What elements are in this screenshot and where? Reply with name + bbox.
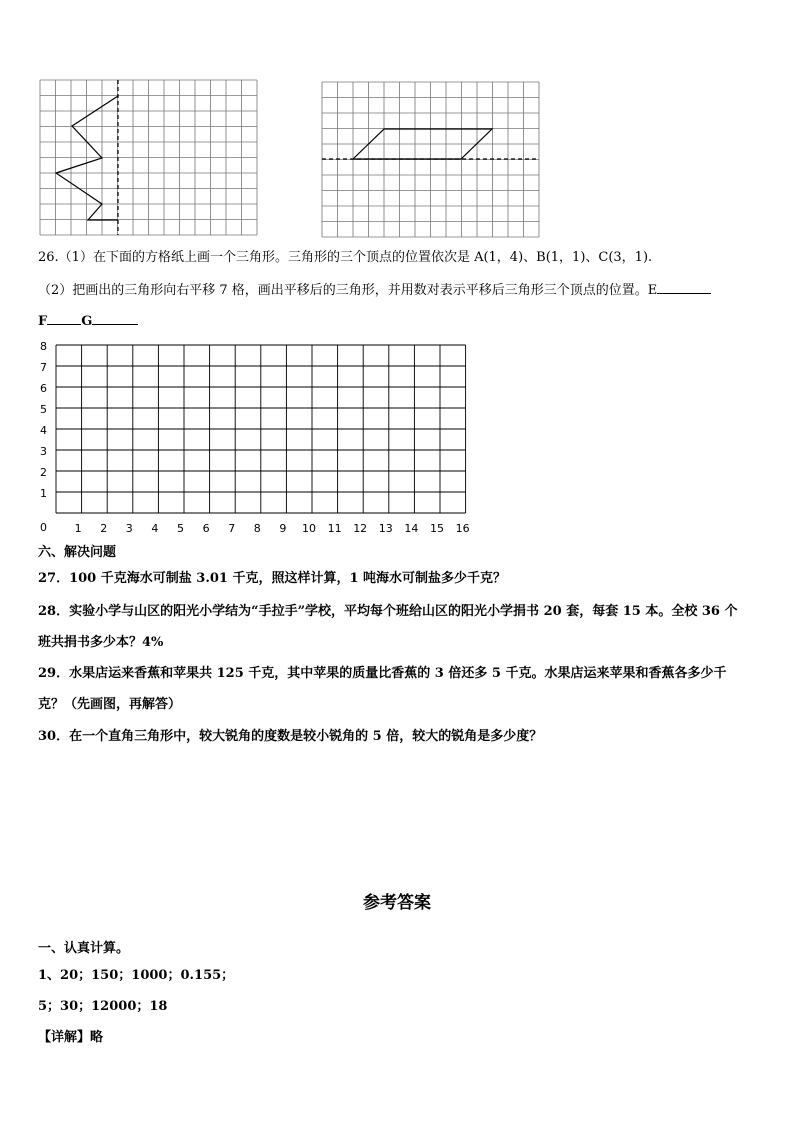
q26-fg-line (38, 312, 138, 331)
answers-line2: 5；30；12000；18 (38, 999, 168, 1014)
question-28-line1: 28．实验小学与山区的阳光小学结为“手拉手”学校，平均每个班给山区的阳光小学捐书 20 套，每套 15 本。全校 36 个 (38, 604, 738, 619)
q26-part2-text: （2）把画出的三角形向右平移 7 格，画出平移后的三角形，并用数对表示平移后三角形三个顶点的位置。E (38, 283, 658, 298)
right-grid-figure (322, 82, 542, 238)
x-axis-label: 7 (228, 522, 236, 535)
x-axis-label: 4 (151, 522, 159, 535)
answer-blank-g[interactable] (92, 312, 138, 325)
question-29-line1: 29．水果店运来香蕉和苹果共 125 千克，其中苹果的质量比香蕉的 3 倍还多 5 千克。水果店运来苹果和香蕉各多少千 (38, 666, 727, 681)
x-axis-label: 11 (327, 522, 342, 535)
x-axis-label: 6 (202, 522, 210, 535)
x-axis-label: 5 (177, 522, 184, 535)
x-axis-label: 2 (100, 522, 108, 535)
x-axis-label: 3 (125, 522, 133, 535)
label-f: F (38, 314, 48, 329)
x-axis-label: 12 (353, 522, 368, 535)
y-axis-label: 1 (40, 487, 47, 500)
section6-heading: 六、解决问题 (38, 545, 117, 560)
y-axis-label: 4 (40, 424, 47, 437)
answers-detail: 【详解】略 (38, 1030, 104, 1045)
y-axis-label: 7 (40, 361, 47, 374)
q26-part1: 26.（1）在下面的方格纸上画一个三角形。三角形的三个顶点的位置依次是 A(1，4)、B(1，1)、C(3，1). (38, 250, 653, 265)
y-axis-label: 3 (40, 445, 47, 458)
question-27: 27．100 千克海水可制盐 3.01 千克，照这样计算，1 吨海水可制盐多少千克？ (38, 571, 507, 586)
question-29-line2: 克？（先画图，再解答） (38, 697, 182, 712)
coordinate-grid (36, 340, 486, 540)
answers-title: 参考答案 (363, 893, 431, 913)
x-axis-label: 16 (455, 522, 470, 535)
question-30: 30．在一个直角三角形中，较大锐角的度数是较小锐角的 5 倍，较大的锐角是多少度？ (38, 729, 543, 744)
q26-part2 (38, 281, 711, 300)
answers-section1: 一、认真计算。 (38, 941, 130, 956)
x-axis-label: 8 (253, 522, 261, 535)
question-28-line2: 班共捐书多少本？4% (38, 635, 164, 650)
left-grid-lines (40, 80, 257, 235)
answer-blank-f[interactable] (47, 312, 81, 325)
y-axis-label: 2 (40, 466, 47, 479)
coordinate-grid-lines (56, 345, 466, 513)
left-grid-figure (40, 80, 260, 236)
x-axis-label: 15 (430, 522, 444, 535)
origin-label: 0 (40, 521, 47, 534)
x-axis-label: 14 (404, 522, 419, 535)
y-axis-label: 5 (40, 403, 47, 416)
left-zigzag-shape (56, 96, 118, 220)
y-axis-label: 8 (40, 340, 47, 353)
x-axis-label: 1 (74, 522, 82, 535)
answer-blank-e[interactable] (657, 281, 711, 294)
label-g: G (81, 314, 93, 329)
x-axis-label: 13 (378, 522, 393, 535)
y-axis-label: 6 (40, 382, 47, 395)
x-axis-label: 9 (279, 522, 287, 535)
answers-line1: 1、20；150；1000；0.155； (38, 968, 235, 983)
x-axis-label: 10 (302, 522, 316, 535)
